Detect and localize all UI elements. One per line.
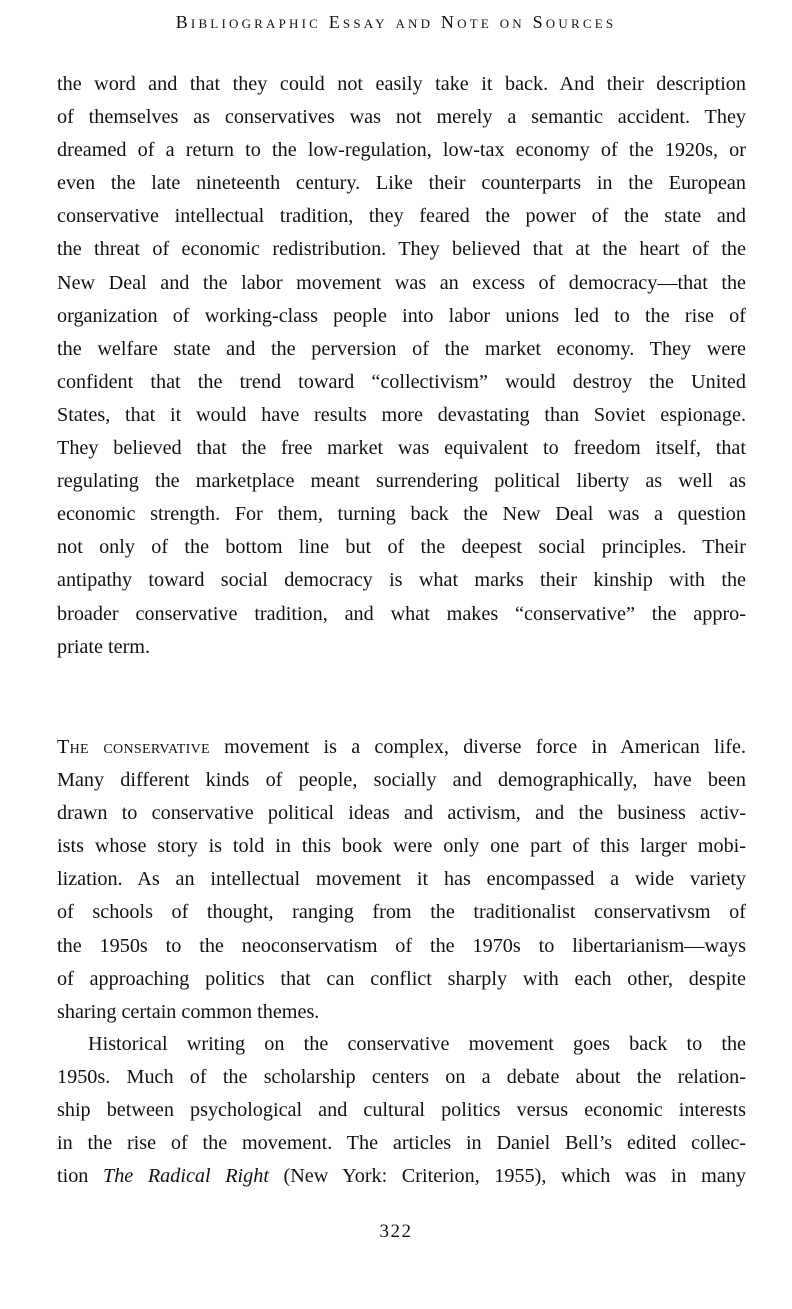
text-line: regulating the marketplace meant surrendering political liberty as well as [57, 470, 746, 493]
book-title: The Radical Right [102, 1165, 269, 1188]
text-line: in the rise of the movement. The articles in Daniel Bell’s edited collec- [57, 1132, 746, 1155]
text-line: organization of working-class people into labor unions led to the rise of [57, 304, 746, 327]
text-line: lization. As an intellectual movement it has encompassed a wide variety [57, 868, 746, 891]
text-line: They believed that the free market was equivalent to freedom itself, that [57, 437, 746, 460]
paragraph-3 [57, 1028, 746, 1193]
text-line: the 1950s to the neoconservatism of the 1970s to libertarianism—ways [57, 934, 746, 957]
text-fragment: tion [57, 1165, 103, 1188]
text-line: ship between psychological and cultural politics versus economic interests [57, 1099, 746, 1122]
text-line: the threat of economic redistribution. They believed that at the heart of the [57, 238, 746, 261]
paragraph-2 [57, 731, 746, 1029]
text-line: broader conservative tradition, and what makes “conservative” the appro- [57, 602, 746, 625]
text-line [57, 1160, 746, 1193]
text-line [57, 731, 746, 764]
text-line: 1950s. Much of the scholarship centers on a debate about the relation- [57, 1066, 746, 1089]
small-caps-lead-in: The conservative [57, 736, 210, 758]
page-number: 322 [379, 1221, 413, 1242]
text-line: New Deal and the labor movement was an excess of democracy—that the [57, 271, 746, 294]
paragraph-1 [57, 68, 746, 664]
text-line: of approaching politics that can conflict sharply with each other, despite [57, 967, 746, 990]
text-line: economic strength. For them, turning back the New Deal was a question [57, 503, 746, 526]
text-line: of schools of thought, ranging from the traditionalist conservativsm of [57, 901, 746, 924]
text-line: drawn to conservative political ideas and activism, and the business activ- [57, 802, 746, 825]
text-line: antipathy toward social democracy is what marks their kinship with the [57, 569, 746, 592]
text-line: conservative intellectual tradition, they feared the power of the state and [57, 205, 746, 228]
text-line: confident that the trend toward “collectivism” would destroy the United [57, 370, 746, 393]
text-fragment: (New York: Criterion, 1955), which was in many [268, 1165, 747, 1188]
text-line: ists whose story is told in this book were only one part of this larger mobi- [57, 835, 746, 858]
text-line: the welfare state and the perversion of the market economy. They were [57, 337, 746, 360]
text-line: of themselves as conservatives was not merely a semantic accident. They [57, 106, 746, 129]
text-line: dreamed of a return to the low-regulation, low-tax economy of the 1920s, or [57, 139, 746, 162]
text-fragment: movement is a complex, diverse force in American life. [209, 736, 746, 758]
text-line: Historical writing on the conservative movement goes back to the [88, 1033, 746, 1055]
text-line: sharing certain common themes. [57, 1000, 320, 1023]
text-line: the word and that they could not easily take it back. And their description [57, 73, 746, 95]
text-line: priate term. [57, 635, 151, 658]
text-line: not only of the bottom line but of the deepest social principles. Their [57, 536, 746, 559]
text-line: Many different kinds of people, socially and demographically, have been [57, 769, 746, 792]
running-head: Bibliographic Essay and Note on Sources [175, 12, 617, 32]
text-line: States, that it would have results more devastating than Soviet espionage. [57, 403, 746, 426]
text-line: even the late nineteenth century. Like their counterparts in the European [57, 172, 746, 195]
